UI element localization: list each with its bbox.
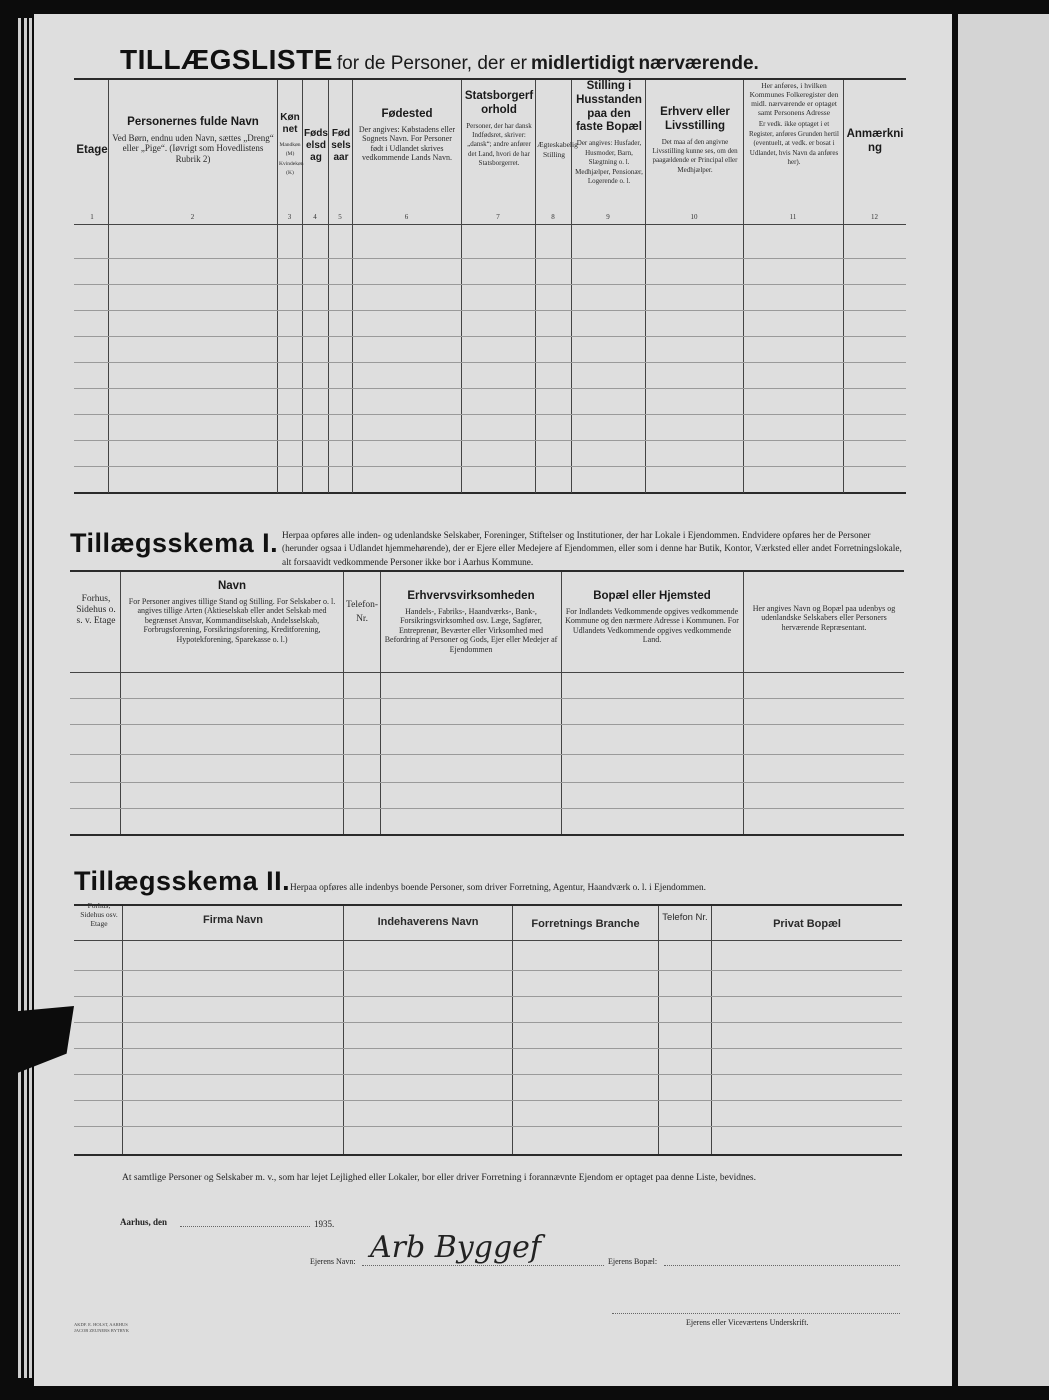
column-divider <box>343 906 344 1154</box>
col-title: Statsborgerforhold <box>464 90 534 116</box>
row-rule <box>74 1074 902 1075</box>
col-desc: Forhus, Sidehus o. s. v. Etage <box>76 594 116 627</box>
col-header-etage <box>76 144 108 161</box>
col-number: 3 <box>287 213 292 221</box>
col-header-birthday <box>304 128 328 167</box>
col-title: Fødselsdag <box>304 128 328 163</box>
row-rule <box>74 996 902 997</box>
row-rule <box>70 782 904 783</box>
title-part: for de Personer, der er <box>336 53 527 74</box>
column-divider <box>352 80 353 493</box>
col-title: Navn <box>217 580 247 592</box>
col-number: 1 <box>90 213 94 221</box>
col-header-household <box>573 80 645 185</box>
column-divider <box>561 572 562 834</box>
col-number: 5 <box>338 213 342 221</box>
col-desc: For Indlandets Vedkommende opgives vedkommende Kommune og den nærmere Adresse i Kommunen. For Udlandets Vedkommende opgives vedkommende Land. <box>565 606 739 645</box>
col-desc: Mandkøn (M) Kvindekøn (K) <box>279 142 304 177</box>
col-number: 9 <box>606 213 610 221</box>
col-header-occupation <box>648 106 742 174</box>
row-rule <box>70 698 904 699</box>
s2-header-etage <box>76 902 122 929</box>
row-rule <box>74 284 906 285</box>
row-rule <box>74 258 906 259</box>
col-header-birthyear <box>330 128 352 167</box>
table-rule <box>70 570 904 572</box>
printer-mark: AKDF. E. HOLST, AARHUS JACOB ZEUNERS BYTRYK <box>74 1322 130 1333</box>
col-title: Etage <box>76 144 108 156</box>
owner-address-label: Ejerens Bopæl: <box>608 1257 658 1266</box>
skema2-title: Tillægsskema II. <box>74 866 291 896</box>
row-rule <box>74 362 906 363</box>
row-rule <box>70 754 904 755</box>
row-rule <box>74 414 906 415</box>
table-rule <box>74 78 906 80</box>
city-label: Aarhus, den <box>120 1217 168 1227</box>
column-divider <box>328 80 329 493</box>
skema1-title: Tillægsskema I. <box>70 528 279 558</box>
owner-address-line <box>664 1265 900 1266</box>
col-header-birthplace <box>356 108 458 163</box>
page-edge <box>18 18 21 1378</box>
column-divider <box>743 572 744 834</box>
col-desc: Her angives Navn og Bopæl paa udenbys og udenlandske Selskabers eller Personers herværende Repræsentant. <box>752 604 896 632</box>
s1-header-name <box>124 580 340 644</box>
row-rule <box>74 1100 902 1101</box>
col-title: Fødselsaar <box>331 128 351 163</box>
column-divider <box>461 80 462 493</box>
skema1-note: Herpaa opføres alle inden- og udenlandske Selskaber, Foreninger, Stiftelser og Institutioner, der har Lokale i Ejendommen. Endvidere opføres her de Personer (herunder ogsaa i Udlandet hjemmehørende), der er Ejere eller Medejere af Ejendommen, eller som i denne har Butik, Kontor, Værksted eller andet Forretningslokale, alt forsaavidt vedkommende Personer ikke bor i Aarhus Kommune. <box>282 531 902 568</box>
title-part: nærværende. <box>638 53 759 74</box>
col-header-remarks <box>846 128 904 159</box>
col-desc: Ved Børn, endnu uden Navn, sættes „Dreng“ eller „Pige“. (Iøvrigt som Hovedlistens Rubrik 2) <box>112 132 274 165</box>
column-divider <box>658 906 659 1154</box>
owner-name-line <box>362 1265 604 1266</box>
title-emphasis: midlertidigt <box>531 53 635 74</box>
col-header-register <box>746 82 842 167</box>
s2-header-phone: Telefon Nr. <box>662 912 708 923</box>
row-rule <box>74 1022 902 1023</box>
s1-header-etage <box>74 594 118 628</box>
s2-header-branch: Forretnings Branche <box>531 918 640 930</box>
col-title: Stilling i Husstanden paa den faste Bopæl <box>576 80 642 134</box>
column-divider <box>711 906 712 1154</box>
col-number: 12 <box>871 213 878 221</box>
col-title: Personernes fulde Navn <box>127 116 259 128</box>
col-desc: For Personer angives tillige Stand og Stilling. For Selskaber o. l. angives tillige Arten (Aktieselskab eller andet Selskab med begrænset Ansvar, Kommanditselskab, Andelsselskab, Forbrugsforening, Forsikringsforening, Kreditforening, Hypotekforening, Sparekasse o. l.) <box>128 596 336 644</box>
col-desc: Der angives: Husfader, Husmoder, Barn, Slægtning o. l. Medhjælper, Pensionær, Logerende o. l. <box>575 139 643 185</box>
col-desc: Handels-, Fabriks-, Haandværks-, Bank-, Forsikringsvirksomhed osv. Læge, Sagfører, Entreprenør, Beværter eller Virksomhed med Befordring af Personer og Gods, Ejer eller Medejer af Ejendommen <box>384 606 558 654</box>
column-divider <box>535 80 536 493</box>
column-divider <box>843 80 844 493</box>
col-title: Anmærkning <box>846 128 904 154</box>
column-divider <box>743 80 744 493</box>
column-divider <box>380 572 381 834</box>
page-edge <box>29 18 32 1378</box>
table-rule <box>70 834 904 836</box>
column-divider <box>512 906 513 1154</box>
col-header-sex <box>279 112 304 177</box>
col-desc: Der angives: Købstadens eller Sognets Navn. For Personer født i Udlandet skrives vedkommende Lands Navn. <box>358 124 456 163</box>
col-number: 4 <box>313 213 317 221</box>
col-header-marital <box>537 140 578 160</box>
col-number: 10 <box>690 213 698 221</box>
col-number: 7 <box>496 213 500 221</box>
col-desc: Telefon-Nr. <box>346 600 379 625</box>
row-rule <box>74 310 906 311</box>
date-line <box>180 1226 310 1227</box>
col-number: 8 <box>551 213 555 221</box>
col-title: Erhverv eller Livsstilling <box>660 106 730 132</box>
col-desc: Personer, der har dansk Indfødsret, skriver: „dansk“; andre anfører det Land, hvori de har Statsborgerret. <box>466 121 532 168</box>
col-header-citizenship <box>464 90 534 168</box>
skema2-note: Herpaa opføres alle indenbys boende Personer, som driver Forretning, Agentur, Haandværk o. l. i Ejendommen. <box>290 883 706 893</box>
col-number: 11 <box>789 213 797 221</box>
col-title: Ægteskabelig Stilling <box>537 140 578 159</box>
col-header-name <box>112 116 274 165</box>
col-title: Her anføres, i hvilken Kommunes Folkeregister den midl. nærværende er optaget samt Personens Adresse <box>749 81 839 117</box>
col-desc: Er vedk. ikke optaget i et Register, anføres Grunden hertil (eventuelt, at vedk. er bosat i Udlandet, hvis Navn da anføres her). <box>749 120 839 167</box>
column-divider <box>122 906 123 1154</box>
col-number: 6 <box>404 213 409 221</box>
page-title <box>120 44 759 76</box>
column-divider <box>302 80 303 493</box>
row-rule <box>70 808 904 809</box>
col-title: Erhvervsvirksomheden <box>407 590 535 602</box>
row-rule <box>74 1048 902 1049</box>
table-rule <box>74 940 902 941</box>
adjacent-page <box>958 14 1049 1386</box>
s1-header-phone <box>346 598 378 627</box>
year-label: 1935. <box>314 1219 335 1229</box>
title-main: TILLÆGSLISTE <box>120 44 333 75</box>
s2-header-address: Privat Bopæl <box>773 918 841 930</box>
column-divider <box>645 80 646 493</box>
col-title: Fødested <box>381 108 433 120</box>
row-rule <box>70 724 904 725</box>
table-rule <box>74 492 906 494</box>
column-divider <box>108 80 109 493</box>
row-rule <box>74 1126 902 1127</box>
column-divider <box>343 572 344 834</box>
table-rule <box>74 904 902 906</box>
page-edge <box>24 18 27 1378</box>
table-rule <box>74 224 906 225</box>
owner-signature: Arb Byggef <box>370 1230 542 1265</box>
s1-header-representative <box>748 604 900 632</box>
owner-name-label: Ejerens Navn: <box>310 1257 356 1266</box>
col-title: Kønnet <box>280 112 300 135</box>
signature-label: Ejerens eller Viceværtens Underskrift. <box>686 1318 809 1327</box>
row-rule <box>74 970 902 971</box>
signature-line <box>612 1313 900 1314</box>
row-rule <box>74 388 906 389</box>
s1-header-residence <box>565 590 739 645</box>
col-desc: Det maa af den angivne Livsstilling kunne ses, om den paagældende er Principal eller Medhjælper. <box>652 137 738 174</box>
s1-header-business <box>384 590 558 654</box>
col-number: 2 <box>190 213 195 221</box>
s2-header-owner: Indehaverens Navn <box>377 916 479 928</box>
table-rule <box>74 1154 902 1156</box>
row-rule <box>74 336 906 337</box>
table-rule <box>70 672 904 673</box>
col-title: Bopæl eller Hjemsted <box>593 590 711 602</box>
declaration-text: At samtlige Personer og Selskaber m. v., som har lejet Lejlighed eller Lokaler, bor eller driver Forretning i forannævnte Ejendom er optaget paa denne Liste, bevidnes. <box>122 1173 756 1183</box>
col-title: Forhus, Sidehus osv. Etage <box>80 901 118 928</box>
s2-header-firm: Firma Navn <box>203 914 263 926</box>
column-divider <box>277 80 278 493</box>
column-divider <box>120 572 121 834</box>
row-rule <box>74 466 906 467</box>
row-rule <box>74 440 906 441</box>
